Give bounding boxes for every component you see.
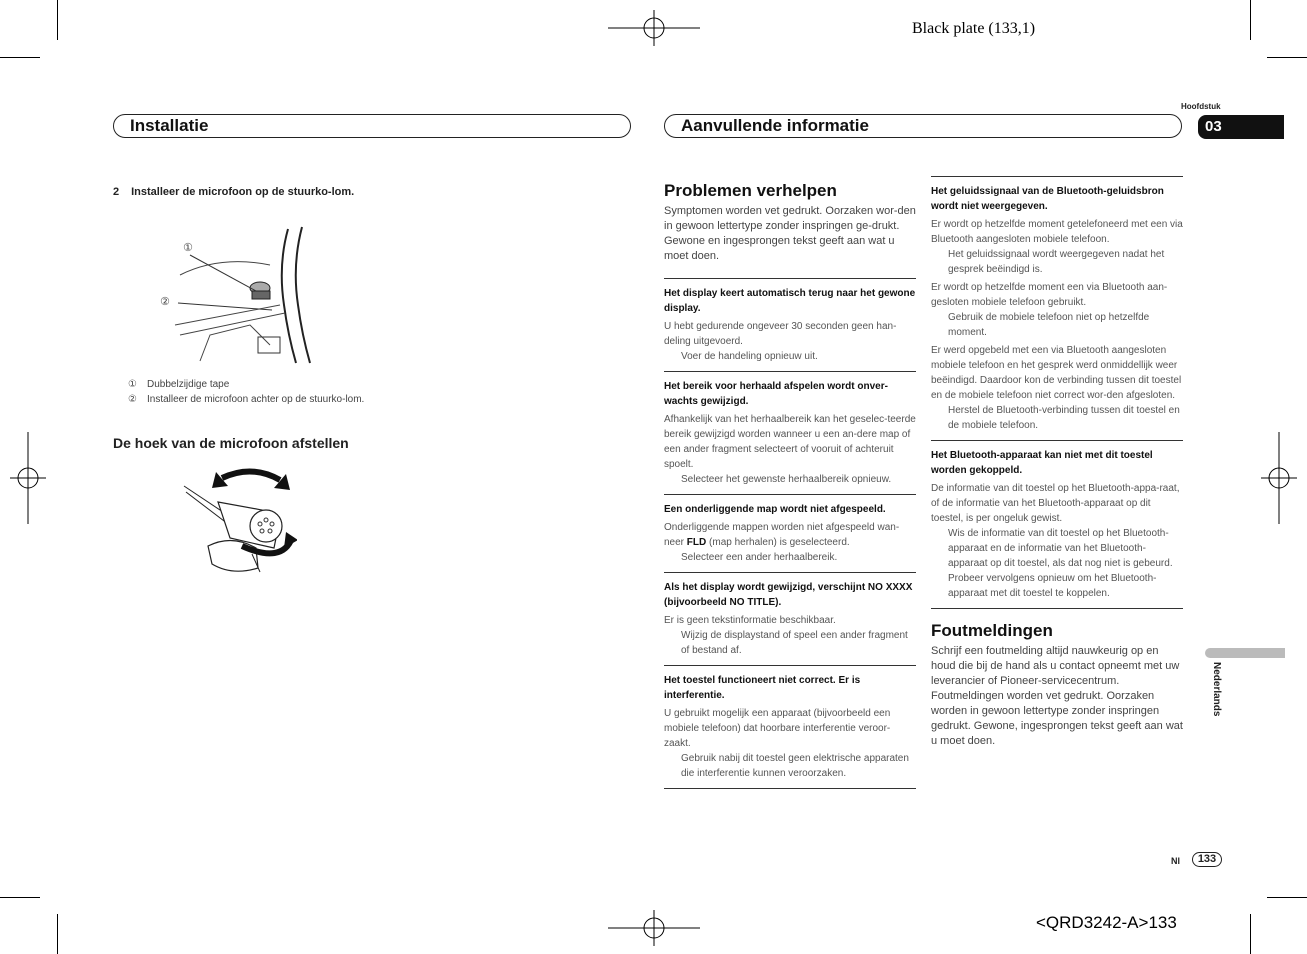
cause-text	[664, 520, 916, 550]
page-number: 133	[1192, 852, 1222, 867]
divider	[664, 494, 916, 495]
subheading-microphone-angle: De hoek van de microfoon afstellen	[113, 435, 349, 451]
action-text: Wijzig de displaystand of speel een ander fragment of bestand af.	[681, 630, 908, 656]
symptom-title: Het bereik voor herhaald afspelen wordt onver-wachts gewijzigd.	[664, 381, 888, 407]
crop-mark	[1267, 897, 1307, 898]
action-text: Gebruik nabij dit toestel geen elektrische apparaten die interferentie kunnen veroorzaken.	[681, 753, 909, 779]
step-number: 2	[113, 186, 120, 198]
chapter-number-tab: 03	[1198, 115, 1284, 139]
caption-marker: ①	[128, 379, 137, 390]
fld-label: FLD	[686, 537, 707, 548]
symptom-title: Een onderliggende map wordt niet afgespeeld.	[664, 504, 886, 515]
action-text: Selecteer een ander herhaalbereik.	[681, 552, 838, 563]
troubleshooting-column	[664, 183, 916, 789]
divider	[664, 788, 916, 789]
cause-text: Er is geen tekstinformatie beschikbaar.	[664, 615, 836, 626]
caption-marker: ②	[128, 394, 137, 405]
page-language-code: Nl	[1171, 856, 1180, 866]
crop-mark	[57, 914, 58, 954]
errors-heading: Foutmeldingen	[931, 621, 1053, 640]
symptom-title: Het toestel functioneert niet correct. Er is interferentie.	[664, 675, 861, 701]
language-label: Nederlands	[1211, 662, 1222, 717]
caption-text: Installeer de microfoon achter op de stuurko-lom.	[147, 394, 365, 405]
crop-mark	[0, 57, 40, 58]
troubleshooting-intro: Symptomen worden vet gedrukt. Oorzaken wor-den in gewoon lettertype zonder inspringen ge-drukt. Gewone en ingesprongen tekst geeft aan wat u moet doen.	[664, 205, 916, 262]
divider	[664, 278, 916, 279]
action-text: Gebruik de mobiele telefoon niet op hetzelfde moment.	[948, 312, 1150, 338]
crop-mark	[57, 0, 58, 40]
action-text: Het geluidssignaal wordt weergegeven nadat het gesprek beëindigd is.	[948, 249, 1165, 275]
divider	[664, 572, 916, 573]
registration-mark-bottom	[608, 910, 700, 946]
cause-text: U hebt gedurende ongeveer 30 seconden geen han-deling uitgevoerd.	[664, 321, 897, 347]
illustration-captions	[128, 377, 368, 407]
document-code: <QRD3242-A>133	[1036, 913, 1177, 932]
action-text: Voer de handeling opnieuw uit.	[681, 351, 818, 362]
action-text: Selecteer het gewenste herhaalbereik opnieuw.	[681, 474, 892, 485]
divider	[931, 176, 1183, 177]
cause-text: Afhankelijk van het herhaalbereik kan het geselec-teerde bereik gewijzigd worden wanneer u een an-dere map of een ander fragment selecteert of vooruit of achteruit spoelt.	[664, 414, 916, 470]
registration-mark-left	[10, 432, 46, 524]
symptom-title: Het Bluetooth-apparaat kan niet met dit toestel worden gekoppeld.	[931, 450, 1153, 476]
bluetooth-column	[931, 176, 1183, 749]
divider	[931, 440, 1183, 441]
divider	[931, 608, 1183, 609]
symptom-title: Het display keert automatisch terug naar het gewone display.	[664, 288, 916, 314]
registration-mark-top	[608, 10, 700, 46]
microphone-angle-illustration	[182, 468, 297, 578]
crop-mark	[0, 897, 40, 898]
cause-text: De informatie van dit toestel op het Bluetooth-appa-raat, of de informatie van het Bluetooth-apparaat op dit toestel, is per ongeluk gewist.	[931, 483, 1180, 524]
errors-text: Schrijf een foutmelding altijd nauwkeurig op en houd die bij de hand als u contact opneemt met uw leverancier of Pioneer-servicecentrum. Foutmeldingen worden vet gedrukt. Oorzaken worden in gewoon lettertype zonder inspringen gedrukt. Gewone, ingesprongen tekst geeft aan wat u moet doen.	[931, 645, 1183, 747]
callout-2: ②	[160, 296, 170, 308]
caption-item	[128, 392, 368, 407]
install-step	[113, 185, 363, 200]
registration-mark-right	[1261, 432, 1297, 524]
callout-1: ①	[183, 242, 193, 254]
chapter-label: Hoofdstuk	[1181, 102, 1221, 111]
step-text: Installeer de microfoon op de stuurko-lom.	[131, 186, 355, 198]
troubleshooting-heading: Problemen verhelpen	[664, 181, 837, 200]
section-title-installatie: Installatie	[113, 114, 631, 138]
symptom-title: Het geluidssignaal van de Bluetooth-geluidsbron wordt niet weergegeven.	[931, 186, 1164, 212]
plate-label: Black plate (133,1)	[912, 20, 1036, 37]
cause-text: Er werd opgebeld met een via Bluetooth aangesloten mobiele telefoon en het gesprek werd onmiddellijk weer beëindigd. Daardoor kon de verbinding tussen dit toestel en de mobiele telefoon niet correct wor-den afgesloten.	[931, 345, 1182, 401]
crop-mark	[1250, 914, 1251, 954]
divider	[664, 665, 916, 666]
cause-text-part: Onderliggende mappen worden niet afgespeeld wan-neer	[664, 522, 900, 548]
cause-text: U gebruikt mogelijk een apparaat (bijvoorbeeld een mobiele telefoon) dat hoorbare interferentie veroor-zaakt.	[664, 708, 891, 749]
cause-text: Er wordt op hetzelfde moment getelefoneerd met een via Bluetooth aangesloten mobiele telefoon.	[931, 219, 1183, 245]
cause-text: Er wordt op hetzelfde moment een via Bluetooth aan-gesloten mobiele telefoon gebruikt.	[931, 282, 1168, 308]
crop-mark	[1267, 57, 1307, 58]
language-tab	[1205, 648, 1285, 658]
crop-mark	[1250, 0, 1251, 40]
cause-text-part: (map herhalen) is geselecteerd.	[706, 537, 850, 548]
section-title-aanvullende-informatie: Aanvullende informatie	[664, 114, 1182, 138]
divider	[664, 371, 916, 372]
caption-item	[128, 377, 368, 392]
action-text: Wis de informatie van dit toestel op het Bluetooth-apparaat en de informatie van het Bluetooth-apparaat op dit toestel, als dat nog niet is gebeurd. Probeer vervolgens opnieuw om het Bluetooth-apparaat met dit toestel te koppelen.	[948, 528, 1173, 599]
caption-text: Dubbelzijdige tape	[147, 379, 230, 390]
symptom-title: Als het display wordt gewijzigd, verschijnt NO XXXX (bijvoorbeeld NO TITLE).	[664, 582, 913, 608]
action-text: Herstel de Bluetooth-verbinding tussen dit toestel en de mobiele telefoon.	[948, 405, 1180, 431]
